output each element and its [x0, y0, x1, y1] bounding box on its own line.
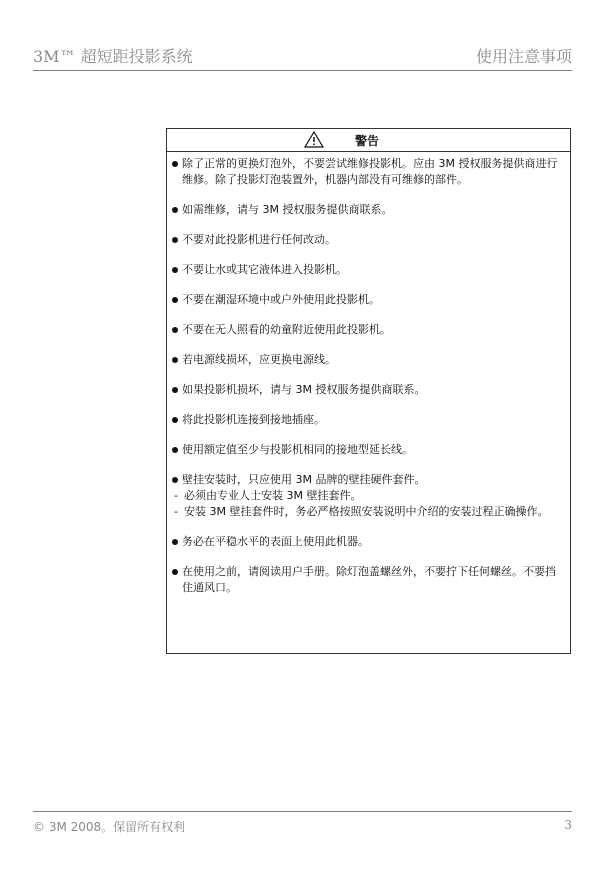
- bullet-icon: [172, 327, 178, 333]
- warning-item: [171, 412, 564, 428]
- warning-subitem: [174, 488, 564, 504]
- warning-item-text: 将此投影机连接到接地插座。: [182, 413, 325, 426]
- warning-item-text: 不要在潮湿环境中或户外使用此投影机。: [182, 293, 380, 306]
- warning-item-text: 壁挂安装时，只应使用 3M 品牌的壁挂硬件套件。: [182, 473, 426, 486]
- section-title: 使用注意事项: [475, 47, 572, 66]
- bullet-icon: [172, 297, 178, 303]
- bullet-icon: [172, 237, 178, 243]
- page-header: [33, 42, 572, 71]
- warning-item-text: 使用额定值至少与投影机相同的接地型延长线。: [182, 443, 413, 456]
- warning-subitem: [174, 504, 564, 520]
- bullet-icon: [172, 417, 178, 423]
- warning-item: [171, 382, 564, 398]
- warning-title: 警告: [355, 134, 380, 148]
- dash-marker: -: [174, 505, 178, 518]
- warning-item: [171, 202, 564, 218]
- warning-item-text: 如果投影机损坏，请与 3M 授权服务提供商联系。: [182, 383, 426, 396]
- warning-item-text: 在使用之前，请阅读用户手册。除灯泡盖螺丝外，不要拧下任何螺丝。不要挡住通风口。: [182, 565, 556, 594]
- page-footer: [33, 811, 572, 838]
- bullet-icon: [172, 477, 178, 483]
- bullet-icon: [172, 569, 178, 575]
- warning-item-text: 除了正常的更换灯泡外，不要尝试维修投影机。应由 3M 授权服务提供商进行维修。除了投影灯泡装置外，机器内部没有可维修的部件。: [182, 157, 558, 186]
- warning-item-text: 不要对此投影机进行任何改动。: [182, 233, 336, 246]
- bullet-icon: [172, 447, 178, 453]
- warning-item: [171, 564, 564, 596]
- warning-box: [166, 128, 571, 654]
- warning-item: [171, 232, 564, 248]
- bullet-icon: [172, 267, 178, 273]
- warning-item-text: 不要在无人照看的幼童附近使用此投影机。: [182, 323, 391, 336]
- warning-item: [171, 472, 564, 520]
- bullet-icon: [172, 207, 178, 213]
- warning-item-text: 务必在平稳水平的表面上使用此机器。: [182, 535, 369, 548]
- warning-item: [171, 156, 564, 188]
- warning-subitem-text: 必须由专业人士安装 3M 壁挂套件。: [184, 489, 362, 502]
- bullet-icon: [172, 161, 178, 167]
- bullet-icon: [172, 539, 178, 545]
- warning-item: [171, 442, 564, 458]
- warning-triangle-icon: [304, 131, 324, 148]
- warning-item: [171, 352, 564, 368]
- warning-item-text: 若电源线损坏，应更换电源线。: [182, 353, 336, 366]
- bullet-icon: [172, 357, 178, 363]
- warning-item: [171, 262, 564, 278]
- warning-item: [171, 292, 564, 308]
- warning-item-text: 如需维修，请与 3M 授权服务提供商联系。: [182, 203, 393, 216]
- dash-marker: -: [174, 489, 178, 502]
- warning-subitem-text: 安装 3M 壁挂套件时，务必严格按照安装说明中介绍的安装过程正确操作。: [184, 505, 549, 518]
- warning-header: [167, 129, 570, 152]
- page-number: 3: [564, 818, 572, 832]
- warning-item: [171, 534, 564, 550]
- warning-item: [171, 322, 564, 338]
- product-title: 3M™ 超短距投影系统: [33, 47, 193, 66]
- warning-item-text: 不要让水或其它液体进入投影机。: [182, 263, 347, 276]
- warning-list: [167, 152, 570, 596]
- copyright: © 3M 2008。保留所有权利: [33, 820, 186, 834]
- bullet-icon: [172, 387, 178, 393]
